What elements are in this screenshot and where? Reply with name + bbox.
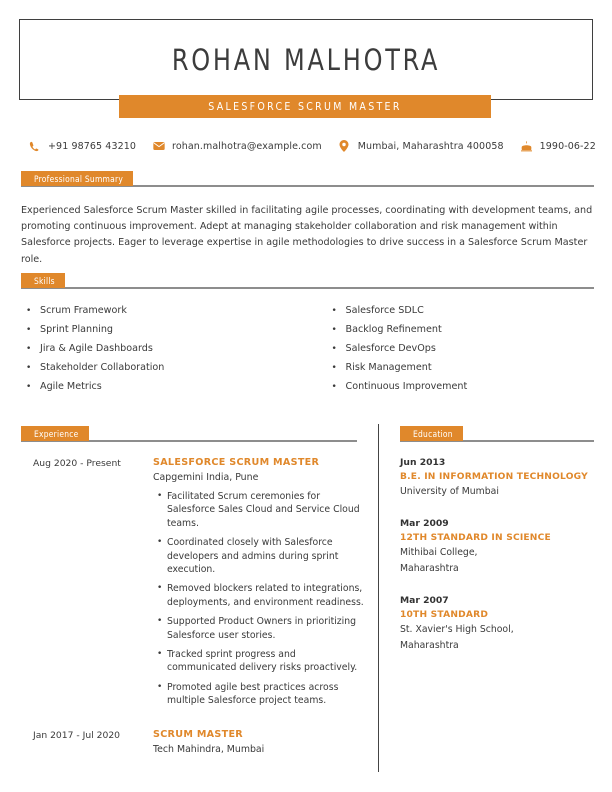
bullet-icon: • [157,649,163,660]
skills-column-right [308,305,595,400]
bullet-icon: • [26,325,32,335]
birthday-cake-icon [520,140,533,153]
experience-role: SCRUM MASTER [153,728,243,740]
experience-dates: Aug 2020 - Present [33,458,121,469]
skill-label: Jira & Agile Dashboards [40,343,153,354]
column-divider [378,424,379,772]
experience-entry [21,456,366,714]
experience-bullet [153,648,366,675]
skill-label: Agile Metrics [40,381,102,392]
bullet-icon: • [157,583,163,594]
section-label-skills: Skills [21,273,65,288]
experience-list [21,456,366,776]
experience-body [137,728,366,762]
skill-label: Scrum Framework [40,305,127,316]
skill-item [21,343,308,355]
job-title-banner [119,95,491,118]
job-title-text: SALESFORCE SCRUM MASTER [208,100,402,113]
education-list [400,456,596,671]
education-school: University of Mumbai [400,486,499,497]
skill-item [21,362,308,374]
experience-bullet [153,536,366,576]
bullet-icon: • [26,306,32,316]
experience-entry [21,728,366,762]
contact-item-phone[interactable] [28,140,136,153]
section-rule [21,287,594,289]
bullet-icon: • [157,681,163,692]
section-header-experience [21,426,357,442]
education-entry [400,456,596,500]
experience-bullet [153,582,366,609]
education-degree: 10TH STANDARD [400,610,489,620]
skill-label: Continuous Improvement [345,381,468,392]
bullet-icon: • [157,616,163,627]
bullet-icon: • [157,491,163,501]
skills-list [21,305,594,400]
contact-item-email[interactable] [152,140,322,153]
bullet-icon: • [26,344,32,354]
skill-item [327,381,595,393]
skill-item [21,305,308,317]
experience-bullet-text: Tracked sprint progress and communicated delivery risks proactively. [167,649,358,674]
bullet-icon: • [331,382,337,392]
summary-text: Experienced Salesforce Scrum Master skilled in facilitating agile processes, coordinating with development teams, and promoting continuous improvement. Adept at managing stakeholder collaboration and risk management within Salesforce projects. Eager to leverage expertise in agile methodologies to drive success in a Salesforce Scrum Master role. [21,205,593,265]
phone-icon [28,140,41,153]
skill-item [21,324,308,336]
experience-bullet-text: Removed blockers related to integrations, deployments, and environment readiness. [167,583,364,608]
bullet-icon: • [331,306,337,316]
skill-label: Salesforce DevOps [345,343,436,354]
bullet-icon: • [331,344,337,354]
skill-item [327,343,595,355]
section-header-education [400,426,594,442]
education-degree: B.E. IN INFORMATION TECHNOLOGY [400,472,588,482]
experience-bullet [153,490,366,530]
section-header-summary [21,171,594,187]
skill-label: Salesforce SDLC [345,305,424,316]
skill-label: Sprint Planning [40,324,114,335]
skill-label: Stakeholder Collaboration [40,362,165,373]
skill-item [21,381,308,393]
experience-bullet [153,681,366,708]
skill-item [327,362,595,374]
section-label-summary: Professional Summary [21,171,133,186]
contact-text: +91 98765 43210 [48,140,137,152]
experience-company: Tech Mahindra, Mumbai [153,743,265,755]
experience-bullets [153,490,366,708]
contact-text: Mumbai, Maharashtra 400058 [357,140,504,152]
experience-body [137,456,366,714]
experience-company: Capgemini India, Pune [153,472,259,483]
experience-dates: Jan 2017 - Jul 2020 [33,729,121,741]
email-icon [152,140,165,153]
experience-bullet [153,615,366,642]
education-degree: 12TH STANDARD IN SCIENCE [400,533,551,543]
section-header-skills [21,273,594,289]
experience-bullet-text: Promoted agile best practices across multiple Salesforce project teams. [167,681,339,707]
location-pin-icon [338,140,351,153]
education-date: Mar 2007 [400,595,449,606]
skill-label: Backlog Refinement [345,324,442,335]
education-school: St. Xavier's High School, Maharashtra [400,624,514,651]
contact-row [28,136,596,156]
skills-column-left [21,305,308,400]
contact-text: rohan.malhotra@example.com [172,140,322,152]
education-entry [400,594,596,654]
bullet-icon: • [26,382,32,392]
education-date: Jun 2013 [400,457,446,468]
section-label-experience: Experience [21,426,89,441]
contact-text: 1990-06-22 [539,140,596,152]
bullet-icon: • [26,363,32,373]
bullet-icon: • [157,537,163,548]
education-date: Mar 2009 [400,518,449,529]
experience-bullet-text: Facilitated Scrum ceremonies for Salesforce Sales Cloud and Service Cloud teams. [167,491,360,529]
skill-label: Risk Management [345,362,432,373]
contact-item-birthday-cake[interactable] [520,140,596,153]
experience-role: SALESFORCE SCRUM MASTER [153,457,320,468]
bullet-icon: • [331,325,337,335]
skill-item [327,324,595,336]
bullet-icon: • [331,363,337,373]
education-school: Mithibai College, Maharashtra [400,547,478,574]
section-label-education: Education [400,426,463,441]
experience-bullet-text: Coordinated closely with Salesforce developers and admins during sprint execution. [167,537,339,576]
contact-item-location-pin[interactable] [338,140,504,153]
experience-bullet-text: Supported Product Owners in prioritizing Salesforce user stories. [167,616,357,641]
education-entry [400,517,596,577]
skill-item [327,305,595,317]
candidate-name: ROHAN MALHOTRA [171,42,441,77]
